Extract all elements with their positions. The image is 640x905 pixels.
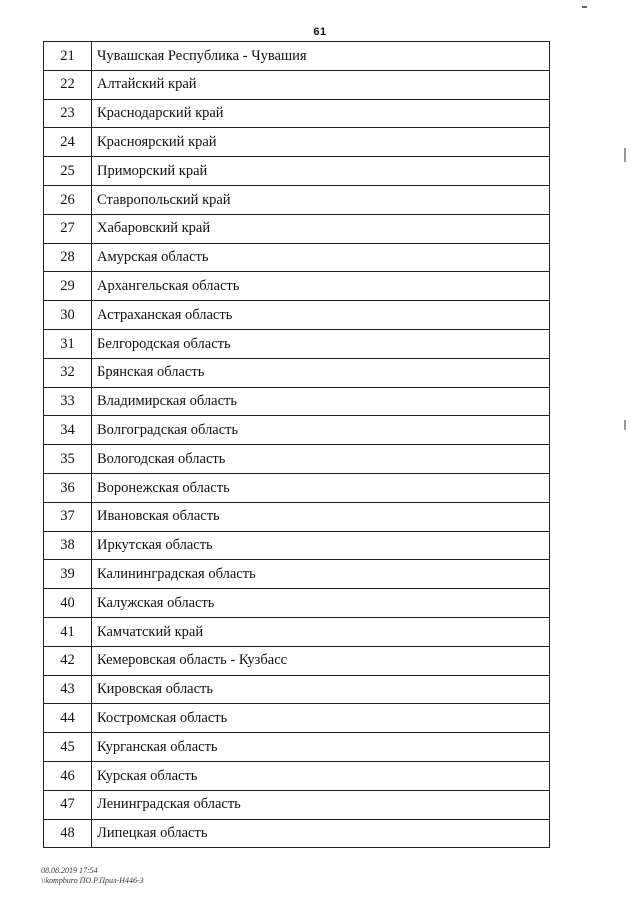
region-name: Белгородская область	[92, 329, 550, 358]
region-name: Курганская область	[92, 733, 550, 762]
region-name: Кемеровская область - Кузбасс	[92, 646, 550, 675]
table-row	[44, 387, 550, 416]
row-number: 22	[44, 70, 92, 99]
table-row	[44, 617, 550, 646]
scan-mark	[582, 6, 587, 8]
footer-date: 08.08.2019 17:54	[41, 866, 98, 875]
region-name: Красноярский край	[92, 128, 550, 157]
row-number: 37	[44, 502, 92, 531]
table-row	[44, 733, 550, 762]
row-number: 36	[44, 473, 92, 502]
region-name: Воронежская область	[92, 473, 550, 502]
region-name: Камчатский край	[92, 617, 550, 646]
table-row	[44, 445, 550, 474]
table-row	[44, 214, 550, 243]
region-name: Ленинградская область	[92, 790, 550, 819]
row-number: 41	[44, 617, 92, 646]
document-footer	[41, 866, 144, 886]
row-number: 23	[44, 99, 92, 128]
table-row	[44, 243, 550, 272]
table-row	[44, 301, 550, 330]
row-number: 25	[44, 157, 92, 186]
table-row	[44, 761, 550, 790]
region-name: Брянская область	[92, 358, 550, 387]
row-number: 26	[44, 185, 92, 214]
region-name: Архангельская область	[92, 272, 550, 301]
region-name: Костромская область	[92, 704, 550, 733]
table-row	[44, 358, 550, 387]
table-row	[44, 704, 550, 733]
region-name: Амурская область	[92, 243, 550, 272]
scan-mark	[624, 420, 626, 430]
table-row	[44, 157, 550, 186]
table-row	[44, 502, 550, 531]
table-row	[44, 819, 550, 848]
table-row	[44, 128, 550, 157]
table-row	[44, 272, 550, 301]
region-name: Вологодская область	[92, 445, 550, 474]
table-row	[44, 70, 550, 99]
row-number: 40	[44, 589, 92, 618]
table-row	[44, 675, 550, 704]
table-row	[44, 329, 550, 358]
row-number: 39	[44, 560, 92, 589]
region-name: Липецкая область	[92, 819, 550, 848]
row-number: 24	[44, 128, 92, 157]
region-name: Ивановская область	[92, 502, 550, 531]
table-row	[44, 99, 550, 128]
table-row	[44, 416, 550, 445]
row-number: 42	[44, 646, 92, 675]
row-number: 28	[44, 243, 92, 272]
row-number: 45	[44, 733, 92, 762]
row-number: 21	[44, 42, 92, 71]
table-row	[44, 790, 550, 819]
region-name: Ставропольский край	[92, 185, 550, 214]
region-name: Калужская область	[92, 589, 550, 618]
row-number: 34	[44, 416, 92, 445]
table-row	[44, 646, 550, 675]
row-number: 48	[44, 819, 92, 848]
region-name: Калининградская область	[92, 560, 550, 589]
row-number: 43	[44, 675, 92, 704]
region-name: Хабаровский край	[92, 214, 550, 243]
scan-mark	[624, 148, 626, 162]
page-number: 61	[313, 26, 327, 38]
table-row	[44, 473, 550, 502]
region-name: Чувашская Республика - Чувашия	[92, 42, 550, 71]
row-number: 38	[44, 531, 92, 560]
row-number: 32	[44, 358, 92, 387]
row-number: 46	[44, 761, 92, 790]
footer-path: \\kompburo ПО.Р.Прил-Н446-3	[41, 876, 144, 885]
region-name: Кировская область	[92, 675, 550, 704]
table-row	[44, 560, 550, 589]
table-row	[44, 42, 550, 71]
row-number: 27	[44, 214, 92, 243]
row-number: 29	[44, 272, 92, 301]
row-number: 44	[44, 704, 92, 733]
region-name: Алтайский край	[92, 70, 550, 99]
table-row	[44, 589, 550, 618]
region-name: Приморский край	[92, 157, 550, 186]
table-row	[44, 531, 550, 560]
region-name: Иркутская область	[92, 531, 550, 560]
regions-table	[43, 41, 550, 848]
region-name: Волгоградская область	[92, 416, 550, 445]
row-number: 30	[44, 301, 92, 330]
row-number: 47	[44, 790, 92, 819]
region-name: Владимирская область	[92, 387, 550, 416]
row-number: 35	[44, 445, 92, 474]
row-number: 31	[44, 329, 92, 358]
region-name: Курская область	[92, 761, 550, 790]
row-number: 33	[44, 387, 92, 416]
region-name: Астраханская область	[92, 301, 550, 330]
region-name: Краснодарский край	[92, 99, 550, 128]
regions-table-body	[44, 42, 550, 848]
table-row	[44, 185, 550, 214]
